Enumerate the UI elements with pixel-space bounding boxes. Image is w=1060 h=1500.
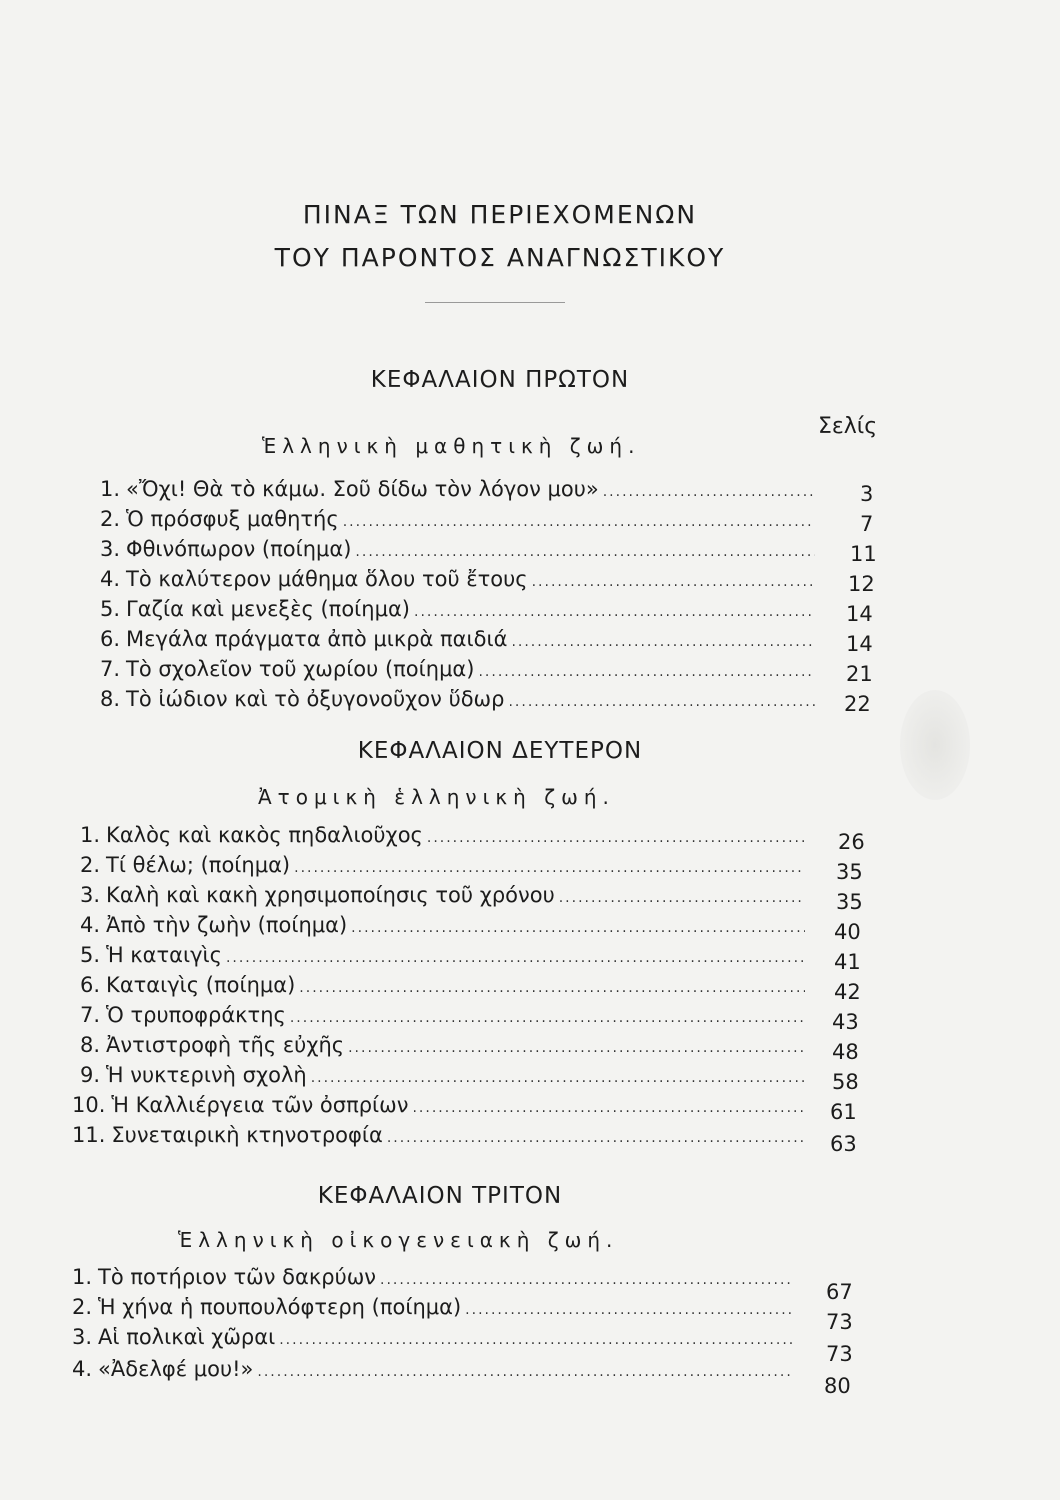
entry-title: Τὸ ἰώδιον καὶ τὸ ὀξυγονοῦχον ὕδωρ: [126, 687, 505, 711]
toc-entry[interactable]: [72, 1325, 792, 1355]
entry-page: 35: [836, 860, 863, 884]
entry-page: 43: [832, 1010, 859, 1034]
toc-entry[interactable]: [72, 1093, 805, 1123]
leader-dots: [465, 1302, 792, 1318]
entry-number: 7.: [80, 1003, 101, 1027]
leader-dots: [508, 694, 815, 710]
entry-title: Ἡ χήνα ἡ πουπουλόφτερη (ποίημα): [98, 1295, 462, 1319]
entry-title: Τὸ καλύτερον μάθημα ὅλου τοῦ ἔτους: [126, 567, 528, 591]
entry-page: 22: [844, 692, 871, 716]
entry-number: 5.: [100, 597, 121, 621]
entry-number: 4.: [100, 567, 121, 591]
pages-column-label: Σελίς: [818, 414, 878, 439]
entry-page: 41: [834, 950, 861, 974]
leader-dots: [414, 604, 815, 620]
entry-page: 73: [826, 1342, 853, 1366]
entry-number: 2.: [80, 853, 101, 877]
entry-number: 4.: [80, 913, 101, 937]
entry-title: Καταιγὶς (ποίημα): [106, 973, 296, 997]
entry-number: 2.: [100, 507, 121, 531]
toc-entry[interactable]: [80, 1063, 805, 1093]
entry-number: 8.: [100, 687, 121, 711]
entry-number: 4.: [72, 1357, 93, 1381]
chapter-subtitle: Ἑλληνικὴ οἰκογενειακὴ ζωή.: [178, 1228, 619, 1252]
toc-entry[interactable]: [72, 1295, 792, 1325]
entry-title: Ὁ τρυποφράκτης: [106, 1003, 286, 1027]
toc-entry[interactable]: [100, 597, 815, 627]
chapter-heading: ΚΕΦΑΛΑΙΟΝ ΤΡΙΤΟΝ: [317, 1183, 563, 1209]
entry-page: 7: [860, 512, 874, 536]
toc-entry[interactable]: [80, 943, 805, 973]
leader-dots: [290, 1010, 805, 1026]
entry-number: 1.: [72, 1265, 93, 1289]
entry-number: 10.: [72, 1093, 106, 1117]
toc-entry[interactable]: [72, 1357, 792, 1387]
entry-title: Γαζία καὶ μενεξὲς (ποίημα): [126, 597, 410, 621]
entry-title: Ἡ καταιγὶς: [106, 943, 222, 967]
leader-dots: [427, 830, 805, 846]
entry-number: 3.: [72, 1325, 93, 1349]
entry-title: Αἱ πολικαὶ χῶραι: [98, 1325, 276, 1349]
toc-entry[interactable]: [100, 627, 815, 657]
entry-page: 58: [832, 1070, 859, 1094]
entry-number: 3.: [80, 883, 101, 907]
leader-dots: [226, 950, 805, 966]
entry-title: Τί θέλω; (ποίημα): [106, 853, 291, 877]
toc-entry[interactable]: [80, 1033, 805, 1063]
toc-entry[interactable]: [80, 1003, 805, 1033]
entry-page: 14: [846, 632, 873, 656]
toc-entry[interactable]: [80, 883, 805, 913]
entry-title: Ἡ Καλλιέργεια τῶν ὀσπρίων: [111, 1093, 409, 1117]
entry-number: 1.: [80, 823, 101, 847]
leader-dots: [478, 664, 815, 680]
toc-title-line1: ΠΙΝΑΞ ΤΩΝ ΠΕΡΙΕΧΟΜΕΝΩΝ: [302, 200, 698, 229]
entry-title: «Ἀδελφέ μου!»: [98, 1357, 254, 1381]
toc-entry[interactable]: [100, 567, 815, 597]
toc-entry[interactable]: [80, 853, 805, 883]
entry-page: 11: [850, 542, 877, 566]
entry-number: 6.: [100, 627, 121, 651]
entry-page: 63: [830, 1132, 857, 1156]
toc-entry[interactable]: [72, 1265, 792, 1295]
entry-page: 48: [832, 1040, 859, 1064]
entry-number: 1.: [100, 477, 121, 501]
entry-page: 35: [836, 890, 863, 914]
leader-dots: [351, 920, 805, 936]
leader-dots: [257, 1364, 792, 1380]
entry-title: Τὸ ποτήριον τῶν δακρύων: [98, 1265, 377, 1289]
leader-dots: [380, 1272, 792, 1288]
leader-dots: [294, 860, 805, 876]
toc-entry[interactable]: [100, 507, 815, 537]
leader-dots: [279, 1332, 792, 1348]
entry-page: 61: [830, 1100, 857, 1124]
entry-number: 3.: [100, 537, 121, 561]
leader-dots: [511, 634, 815, 650]
leader-dots: [355, 544, 815, 560]
entry-title: Ἀντιστροφὴ τῆς εὐχῆς: [106, 1033, 345, 1057]
toc-title-line2: ΤΟΥ ΠΑΡΟΝΤΟΣ ΑΝΑΓΝΩΣΤΙΚΟΥ: [274, 243, 726, 272]
leader-dots: [348, 1040, 805, 1056]
chapter-heading: ΚΕΦΑΛΑΙΟΝ ΠΡΩΤΟΝ: [370, 367, 630, 393]
entry-page: 21: [846, 662, 873, 686]
entry-number: 5.: [80, 943, 101, 967]
entry-title: Μεγάλα πράγματα ἀπὸ μικρὰ παιδιά: [126, 627, 508, 651]
entry-page: 14: [846, 602, 873, 626]
entry-title: Ἡ νυκτερινὴ σχολὴ: [106, 1063, 307, 1087]
entry-page: 40: [834, 920, 861, 944]
entry-page: 80: [824, 1374, 851, 1398]
entry-number: 6.: [80, 973, 101, 997]
entry-title: Τὸ σχολεῖον τοῦ χωρίου (ποίημα): [126, 657, 475, 681]
entry-number: 8.: [80, 1033, 101, 1057]
toc-entry[interactable]: [80, 973, 805, 1003]
toc-entry[interactable]: [100, 657, 815, 687]
entry-page: 67: [826, 1280, 853, 1304]
toc-entry[interactable]: [100, 477, 815, 507]
toc-entry[interactable]: [100, 537, 815, 567]
entry-title: Ἀπὸ τὴν ζωὴν (ποίημα): [106, 913, 348, 937]
entry-page: 73: [826, 1310, 853, 1334]
chapter-subtitle: Ἑλληνικὴ μαθητικὴ ζωή.: [262, 434, 641, 458]
entry-title: Φθινόπωρον (ποίημα): [126, 537, 352, 561]
entry-title: Καλὸς καὶ κακὸς πηδαλιοῦχος: [106, 823, 423, 847]
entry-number: 11.: [72, 1123, 106, 1147]
entry-title: Συνεταιρικὴ κτηνοτροφία: [111, 1123, 383, 1147]
entry-page: 26: [838, 830, 865, 854]
entry-title: Ὁ πρόσφυξ μαθητής: [126, 507, 339, 531]
toc-entry[interactable]: [72, 1123, 805, 1153]
leader-dots: [559, 890, 805, 906]
entry-page: 42: [834, 980, 861, 1004]
entry-title: «Ὄχι! Θὰ τὸ κάμω. Σοῦ δίδω τὸν λόγον μου»: [126, 477, 599, 501]
leader-dots: [311, 1070, 805, 1086]
title-divider: [425, 302, 565, 303]
chapter-heading: ΚΕΦΑΛΑΙΟΝ ΔΕΥΤΕΡΟΝ: [357, 738, 643, 764]
leader-dots: [387, 1130, 805, 1146]
leader-dots: [343, 514, 815, 530]
leader-dots: [412, 1100, 805, 1116]
entry-number: 7.: [100, 657, 121, 681]
entry-page: 12: [848, 572, 875, 596]
toc-entry[interactable]: [80, 913, 805, 943]
leader-dots: [299, 980, 805, 996]
entry-number: 2.: [72, 1295, 93, 1319]
leader-dots: [603, 484, 815, 500]
toc-entry[interactable]: [100, 687, 815, 717]
entry-title: Καλὴ καὶ κακὴ χρησιμοποίησις τοῦ χρόνου: [106, 883, 555, 907]
toc-entry[interactable]: [80, 823, 805, 853]
entry-page: 3: [860, 482, 874, 506]
chapter-subtitle: Ἀτομικὴ ἑλληνικὴ ζωή.: [258, 785, 615, 809]
entry-number: 9.: [80, 1063, 101, 1087]
leader-dots: [532, 574, 815, 590]
